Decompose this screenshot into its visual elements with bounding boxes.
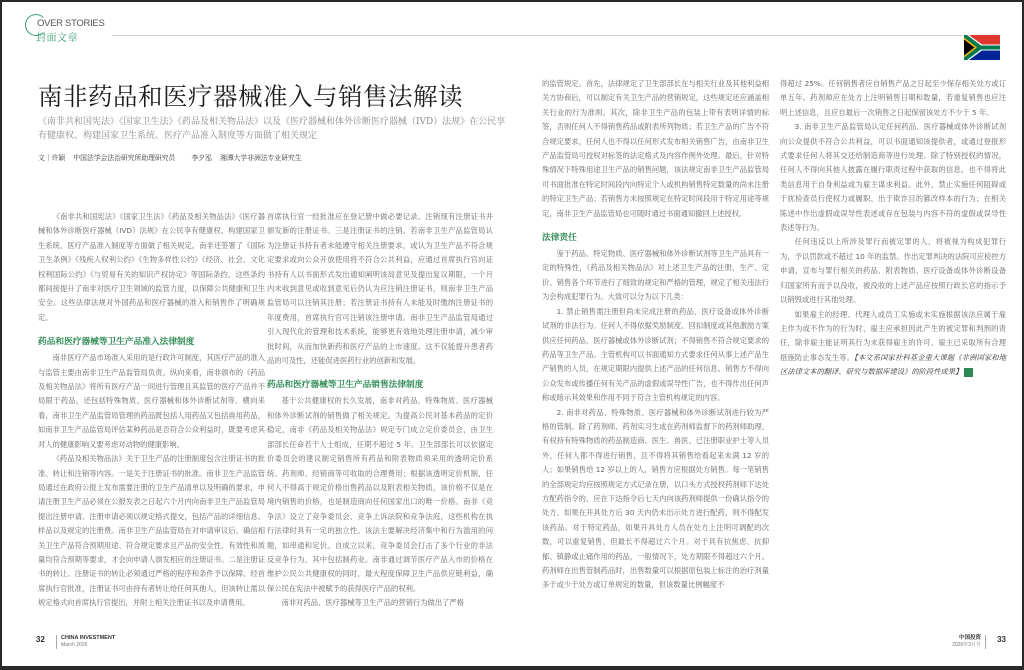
section-label-cn: 封面文章 xyxy=(36,33,78,44)
issue-date: March 2026 xyxy=(61,642,88,648)
publication-name: 中国投资 xyxy=(958,635,981,641)
end-of-article-icon xyxy=(964,368,973,377)
paragraph: 3. 南非卫生产品监管局认定任何药品、医疗器械或体外诊断试剂向公众提供不符合公共利益，可以书面通知该提供者，或通过登报形式要求任何人将其交还给制造商等进行处理。除了特别授权的情况，任何人不得向其他人披露在履行职责过程中获取的信息，也不得将此类信息用于自身利益或为雇主谋求利益。此外，禁止实施任何阻碍或干扰检查员行使权力或履职、出于欺诈目的篡改样本的行为；在相关陈述中作出虚假或误导性表述或存在包装与内容不符的虚假或误导性表述等行为。 xyxy=(780,122,1006,233)
page-number-right: 33 xyxy=(997,635,1006,644)
footer-right xyxy=(952,635,1006,654)
publication-info-left xyxy=(56,635,115,649)
paragraph: 基于公共健康权的长久发展，南非对药品、特殊物质、医疗器械和体外诊断试剂的销售做了相关规定。为提高公民对基本药品的定价稳定，南非《药品及相关物品法》规定专门成立定价委员会，由卫生部部长任命若干人士组成，任期不超过 5 年。卫生部部长可以依据定价委员会的建议制定销售所有药品和附表物质须采用的透明定价系统、药剂师、经销商等可收取的合理费用；根据该透明定价机制，任何人不得高于规定价格出售药品以及附表相关物质，该价格不仅是在境内销售的价格，也是制造商向任何国家出口的唯一价格。南非《竞争法》设立了竞争委员会、竞争上诉法院和竞争法庭，这些机构在执行法律时具有一定的独立性。该法主要解决经济集中和行为滥用的问题，如串通和定价。自成立以来，竞争委员会打击了多个行业的非法反竞争行为，其中包括制药业。南非通过调节医疗产品入市的价格在维护公民公共健康权的同时，最大程度保障卫生产品供应链利益，确保公民在宪法中被赋予的获得医疗产品的权利。 xyxy=(267,396,493,593)
column-1 xyxy=(38,210,265,611)
column-2 xyxy=(267,210,493,611)
section-heading: 药品和医疗器械等卫生产品销售法律制度 xyxy=(267,380,424,391)
article-title: 南非药品和医疗器械准入与销售法解读 xyxy=(38,82,463,111)
publication-info-right xyxy=(952,635,986,649)
funding-note: 【本文系国家社科基金重大课题《非洲国家和地区法律文本的翻译、研究与数据库建设》的阶段性成果】 xyxy=(780,352,1006,377)
publication-name: CHINA INVESTMENT xyxy=(61,635,116,641)
page-number-left: 32 xyxy=(36,635,45,644)
byline xyxy=(38,152,308,162)
byline-author1-title: 中国法学会法治研究所助理研究员 xyxy=(73,154,176,162)
section-heading: 药品和医疗器械等卫生产品准入法律制度 xyxy=(38,337,195,348)
article-subtitle: 《南非共和国宪法》《国家卫生法》《药品及相关物品法》以及《医疗器械和体外诊断医疗器械（IVD）法规》在公民享有健康权、构建国家卫生系统、医疗产品准入制度等方面做了相关规定 xyxy=(38,117,506,141)
footer-left xyxy=(36,635,115,654)
paragraph: 的监管规定。首先，法律规定了卫生部部长在与相关行业及其他利益相关方协商后，可以制定有关卫生产品的营销规定，这些规定还应涵盖相关行业的行为准则。其次，除非卫生产品的包装上带有表明详情的标签，否则任何人不得销售药品或附表所列物质；若卫生产品的广告不符合规定要求，任何人也不得以任何形式发布相关销售广告，由南非卫生产品监管局可授权对标签的法定格式及内容作例外处理。最后，针对特殊情况下特殊用途卫生产品的销售问题，该法规定南非卫生产品监管局可书面批准在特定时间段内向特定个人或机构销售特定数量的尚未注册的特定卫生产品；若销售方未按照规定在特定时间段用于特定用途等规定，南非卫生产品监管局也可随时通过书面通知撤回上述授权。 xyxy=(542,79,769,218)
paragraph: 南非医疗产品市场准入采用的是行政许可制度，其医疗产品的准入与监管主要由南非卫生产品监管局负责。纵向来看，南非颁布的《药品及相关物品法》将所有医疗产品一同进行管理且其监管的医疗产品并不局限于药品，还包括特殊物质、医疗器械和体外诊断试剂等。横向来看，南非卫生产品监管局管理的药品既包括人用药品又包括兽用药品，如南非卫生产品监管局评估某种药品是否符合公众利益时，既要考虑其对人的健康影响又要考虑对动物的健康影响。 xyxy=(38,353,265,449)
paragraph: 2. 南非对药品、特殊物质、医疗器械和体外诊断试剂进行较为严格的管制。除了药剂师、药剂实习生或在药剂师监督下的药剂师助理、有权持有特殊物质的药品制造商、医生、兽医、已注册职业护士等人员外，任何人都不得进行销售，且不得将其销售给看起来未满 12 岁的人；如果销售给 12 岁以上的人，销售方应根据处方销售。每一笔销售的全部规定均应按照规定方式记录在册，以口头方式授权药剂师下达处方配药指令的，应在下达指令后七天内向该药剂师提供一份确认指令的处方，如果在开具处方后 30 天内仍未出示处方进行配药，则不得配发该药品。对于特定药品，如果开具处方人员在处方上注明可调配的次数，可以重复销售，但最长不得超过六个月。对于具有抗焦虑、抗抑郁、镇静或止痛作用的药品，一般情况下，处方期限不得超过六个月。药剂师在出售管制药品时，出售数量可以根据原包装上标注的治疗剂量多于或少于处方或订单规定的数量，但该数量比例幅度不 xyxy=(542,407,769,590)
column-4 xyxy=(780,77,1006,380)
paragraph: 任何违反以上所涉及罪行而被定罪的人，将被视为构成犯罪行为，予以罚款或不超过 10 年的监禁。作出定罪判决的法院可应检控方申请，宣布与罪行相关的药品、附表物质、医疗设备或体外诊断设备归国家所有而予以没收，被没收的上述产品应按照行政长官的指示予以销毁或进行其他处理。 xyxy=(780,237,1006,305)
south-africa-flag-icon xyxy=(964,35,1000,60)
paragraph: 南非对药品、医疗器械等卫生产品的营销行为做出了严格 xyxy=(281,598,465,608)
issue-date: 2026年3月号 xyxy=(952,642,981,648)
header-divider xyxy=(112,35,962,36)
paragraph: 1. 禁止销售需注册但尚未完成注册的药品、医疗设备或体外诊断试剂的非法行为。任何人不得依据奖励制度、回扣制度或其他激励方案供应任何药品、医疗器械或体外诊断试剂；不得销售不符合规定要求的药品等卫生产品。主管机构可以书面通知方式要求任何从事上述产品生产销售的人员，在规定期限内提供上述产品的任何信息。销售方不得向公众发布或传播任何有关产品的虚假或误导性广告，也不得作出任何声称或暗示其效果和作用不同于符合主管机构规定的内容。 xyxy=(542,306,769,403)
paragraph: 得超过 25%。任何销售者应自销售产品之日起至少保存相关处方或订单五年。药剂师应在处方上注明销售日期和数量，若重复销售也应注明上述信息，且应自最后一次销售之日起保留该处方不少于 5 年。 xyxy=(780,79,1006,117)
paragraph: 《南非共和国宪法》《国家卫生法》《药品及相关物品法》《医疗器械和体外诊断医疗器械（IVD）法规》在公民享有健康权、构建国家卫生系统、医疗产品准入制度等方面做了相关规定。南非还签署了《国际卫生条例》《残疾人权利公约》《生物多样性公约》《经济、社会、文化权利国际公约》《与贸易有关的知识产权协定》等国际条约，这些条约都间接提升了南非对医疗卫生领域的监管力度，以保障公共健康和卫生安全。这些法律法规对外国药品和医疗器械的准入和销售作了明确规定。 xyxy=(38,212,265,322)
column-3 xyxy=(542,77,769,593)
paragraph: 首席执行官一经批准应在登记册中做必要记录、注销现有注册证书并颁发新的注册证书。三是注册证书的注销。若南非卫生产品监管局认为注册证书持有者未能遵守相关注册要求，或认为卫生产品不符合规定要求或向公众开放使用将不符合公共利益，应通过首席执行官向证书持有人以书面形式发出通知阐明该局意见及提出复议期限，一个月内未收到意见或收到意见后仍认为应注销注册证书，则南非卫生产品监管局可以注销其注册；若注册证书持有人未能及时缴纳注册证书的年度费用，首席执行官可注销该注册申请。南非卫生产品监管局通过引入现代化的管理和技术系统，能够更有效地处理注册申请，减少审批时间，从而加快新药和医疗产品的上市速度。这不仅能提升患者药品的可及性，还能促进医药行业的创新和发展。 xyxy=(267,212,493,366)
paragraph: 《药品及相关物品法》关于卫生产品的注册制度包含注册证书的批准、转让和注销等内容。一是关于注册证书的批准。南非卫生产品监管局通过在政府公报上发布需要注册的卫生产品清单以及明确的要求，申请注册卫生产品必须在公报发表之日起六个月内向南非卫生产品监管局提出注册申请。注册申请必须以规定格式提交，包括产品的详细信息、样品以及规定的注册费。南非卫生产品监管局在对申请审议后，确信相关卫生产品符合预期用途、符合规定要求且产品的安全性、有效性和质量均符合预期等要求，才会向申请人颁发相应的注册证书。二是注册证书的转让。注册证书的转让必须通过严格的程序和条件予以保障。经首席执行官批准，注册证书可由持有者转让给任何其他人，但该转让需以规定格式向首席执行官提出，并附上相关注册证书以及申请费用。 xyxy=(38,454,265,608)
byline-author2-title: 湘潭大学非洲法专业研究生 xyxy=(220,154,302,162)
section-heading: 法律责任 xyxy=(542,233,577,244)
magazine-spread xyxy=(2,2,1022,666)
byline-author1: 文｜许颖 xyxy=(38,154,66,162)
paragraph: 鉴于药品、特定物质、医疗器械和体外诊断试剂等卫生产品具有一定的特殊性，《药品及相关物品法》对上述卫生产品的注册、生产、定价、销售各个环节进行了细致的规定和严格的管理，规定了相关违法行为会构成犯罪行为。大致可以分为以下几类： xyxy=(542,249,769,302)
paragraph xyxy=(780,308,1006,380)
section-label-en: OVER STORIES xyxy=(37,18,105,29)
byline-author2: 李夕泓 xyxy=(191,154,212,162)
paragraph-text: 如果雇主的经理、代理人或员工实施或未实施根据该法应属于雇主作为或不作为的行为时，雇主应承担因此产生的被定罪和判刑的责任，除非雇主能证明其行为未获得雇主的许可、雇主已采取所有合理措施防止事态发生等。 xyxy=(780,309,1006,362)
section-logo xyxy=(24,14,124,44)
